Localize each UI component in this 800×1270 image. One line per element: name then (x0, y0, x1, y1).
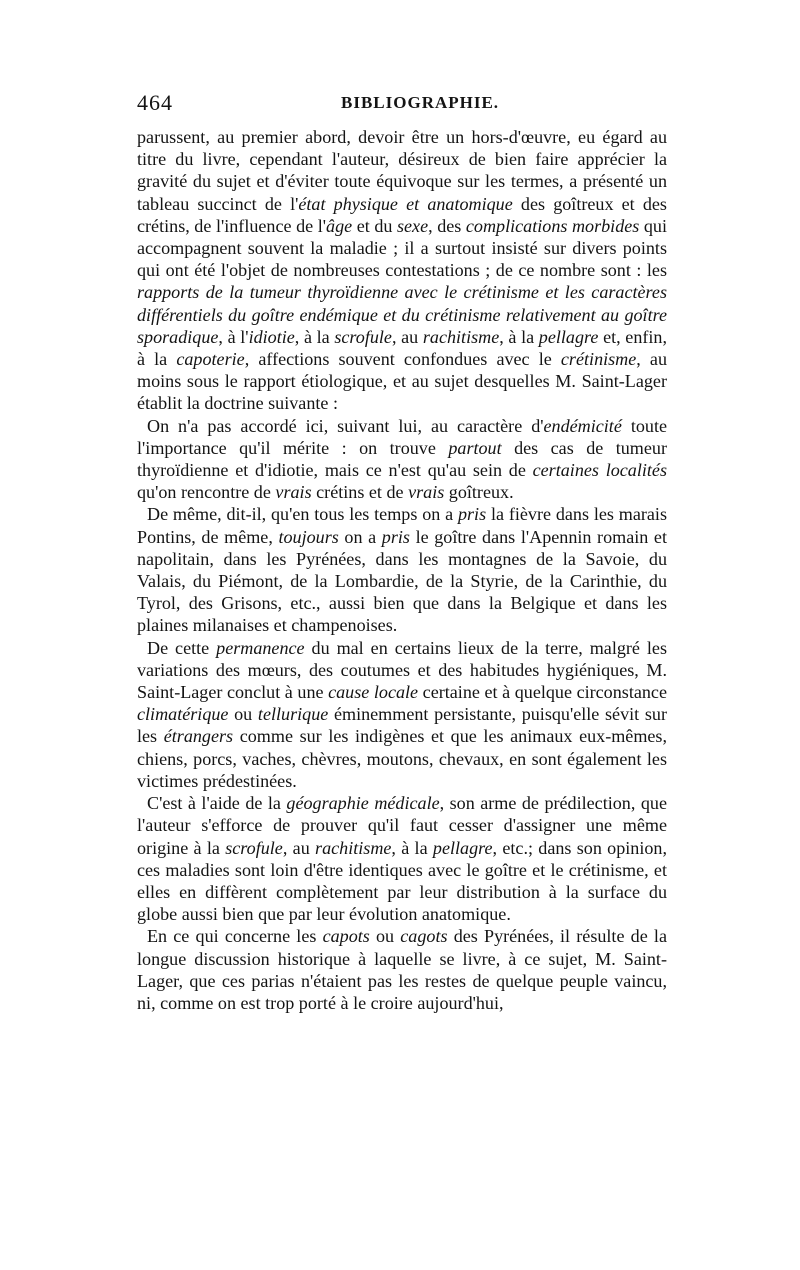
italic-text: scrofule (334, 326, 392, 347)
italic-text: permanence (216, 637, 305, 658)
italic-text: pellagre (538, 326, 599, 347)
italic-text: cause locale (328, 682, 419, 703)
text-run: , à la (391, 837, 433, 858)
text-run: , des (428, 215, 466, 236)
italic-text: état physique et anatomique (298, 193, 513, 214)
italic-text: rachitisme (315, 837, 392, 858)
text-run: En ce qui concerne les (147, 926, 323, 947)
italic-text: tellurique (257, 704, 329, 725)
paragraph (137, 925, 667, 1014)
italic-text: vrais (408, 482, 445, 503)
text-run: , au (282, 837, 316, 858)
text-run: crétins et de (311, 482, 409, 503)
italic-text: sexe (396, 215, 429, 236)
text-run: éminemment persistante, puisqu'elle sévit sur les (137, 704, 667, 747)
text-run: des goîtreux et des crétins, de l'influence de l' (137, 193, 667, 236)
page-number: 464 (137, 90, 173, 115)
text-run: , affections souvent confondues avec le (244, 349, 561, 370)
paragraph (137, 503, 667, 636)
italic-text: capots (322, 926, 370, 947)
text-run: des cas de tumeur thyroïdienne et d'idiotie, mais ce n'est qu'au sein de (137, 437, 667, 481)
body-text (137, 126, 667, 1014)
text-run: , à la (499, 326, 539, 347)
text-run: certaine et à quelque circonstance (418, 682, 667, 703)
italic-text: rapports de la tumeur thyroïdienne avec le crétinisme et les caractères différentiels du goître endémique et du crétinisme relativement au goître sporadique (137, 282, 667, 347)
page-header (137, 90, 667, 120)
italic-text: toujours (278, 526, 339, 547)
text-run: des Pyrénées, il résulte de la longue discussion historique à laquelle se livre, à ce sujet, M. Saint-Lager, que ces parias n'étaient pas les restes de quelque peuple vaincu, ni, comme on est trop porté à le croire aujourd'hui, (137, 926, 667, 1013)
text-run: qui accompagnent souvent la maladie ; il a surtout insisté sur divers points qui ont été l'objet de nombreuses contestations ; de ce nombre sont : les (137, 215, 667, 281)
text-run: comme sur les indigènes et que les animaux eux-mêmes, chiens, porcs, vaches, chèvres, moutons, chevaux, en sont également les victimes prédestinées. (137, 726, 667, 791)
italic-text: idiotie (248, 326, 295, 347)
italic-text: partout (448, 437, 502, 458)
text-run: , au moins sous le rapport étiologique, et au sujet desquelles M. Saint-Lager établit la doctrine suivante : (137, 349, 668, 414)
italic-text: géographie médicale (286, 793, 440, 814)
text-run: , son arme de prédilection, que l'auteur s'efforce de prouver qu'il faut cesser d'assigner une même origine à la (137, 793, 667, 858)
italic-text: cagots (400, 926, 448, 947)
italic-text: pellagre (432, 837, 493, 858)
italic-text: certaines localités (532, 460, 668, 481)
italic-text: complications morbides (465, 215, 640, 236)
text-run: et, enfin, à la (137, 326, 668, 370)
text-run: , à la (294, 326, 335, 347)
text-run: toute l'importance qu'il mérite : on trouve (137, 415, 668, 458)
text-run: On n'a pas accordé ici, suivant lui, au caractère d' (147, 415, 544, 436)
italic-text: capoterie (176, 349, 245, 370)
text-run: la fièvre dans les marais Pontins, de même, (137, 504, 667, 547)
paragraph (137, 792, 667, 925)
paragraph-continued (137, 126, 667, 415)
paragraph (137, 637, 667, 792)
text-run: du mal en certains lieux de la terre, malgré les variations des mœurs, des coutumes et des habitudes hygiéniques, M. Saint-Lager conclut à une (137, 637, 667, 703)
text-run: ou (369, 926, 401, 947)
text-run: le goître dans l'Apennin romain et napolitain, dans les Pyrénées, dans les montagnes de la Savoie, du Valais, du Piémont, de la Lombardie, de la Styrie, de la Carinthie, du Tyrol, des Grisons, etc., aussi bien que dans la Belgique et dans les plaines milanaises et champenoises. (137, 526, 667, 636)
text-run: C'est à l'aide de la (147, 793, 287, 814)
italic-text: crétinisme (560, 349, 637, 370)
paragraph (137, 415, 667, 504)
text-run: goîtreux. (444, 482, 514, 503)
text-run: parussent, au premier abord, devoir être un hors-d'œuvre, eu égard au titre du livre, cependant l'auteur, désireux de bien faire apprécier la gravité du sujet et d'éviter toute équivoque sur les termes, a présenté un tableau succinct de l' (137, 127, 667, 214)
italic-text: rachitisme (422, 326, 500, 347)
text-run: qu'on rencontre de (137, 482, 276, 503)
italic-text: scrofule (225, 837, 283, 858)
italic-text: vrais (275, 482, 312, 503)
italic-text: âge (326, 215, 353, 236)
text-run: , etc.; dans son opinion, ces maladies sont loin d'être identiques avec le goître et le crétinisme, et elles en diffèrent complètement par leur distribution à la surface du globe aussi bien que par leur évolution anatomique. (137, 837, 667, 925)
text-run: De même, dit-il, qu'en tous les temps on a (147, 504, 458, 525)
text-run: ou (228, 704, 258, 725)
italic-text: pris (457, 504, 487, 525)
text-run: , au (391, 326, 423, 347)
text-run: De cette (147, 637, 217, 658)
italic-text: climatérique (137, 704, 229, 725)
italic-text: étrangers (163, 726, 234, 747)
running-head: BIBLIOGRAPHIE. (341, 93, 500, 112)
text-run: , à l' (218, 326, 249, 347)
text-run: et du (352, 215, 397, 236)
italic-text: endémicité (543, 415, 622, 436)
italic-text: pris (381, 526, 410, 547)
text-run: on a (338, 526, 382, 547)
